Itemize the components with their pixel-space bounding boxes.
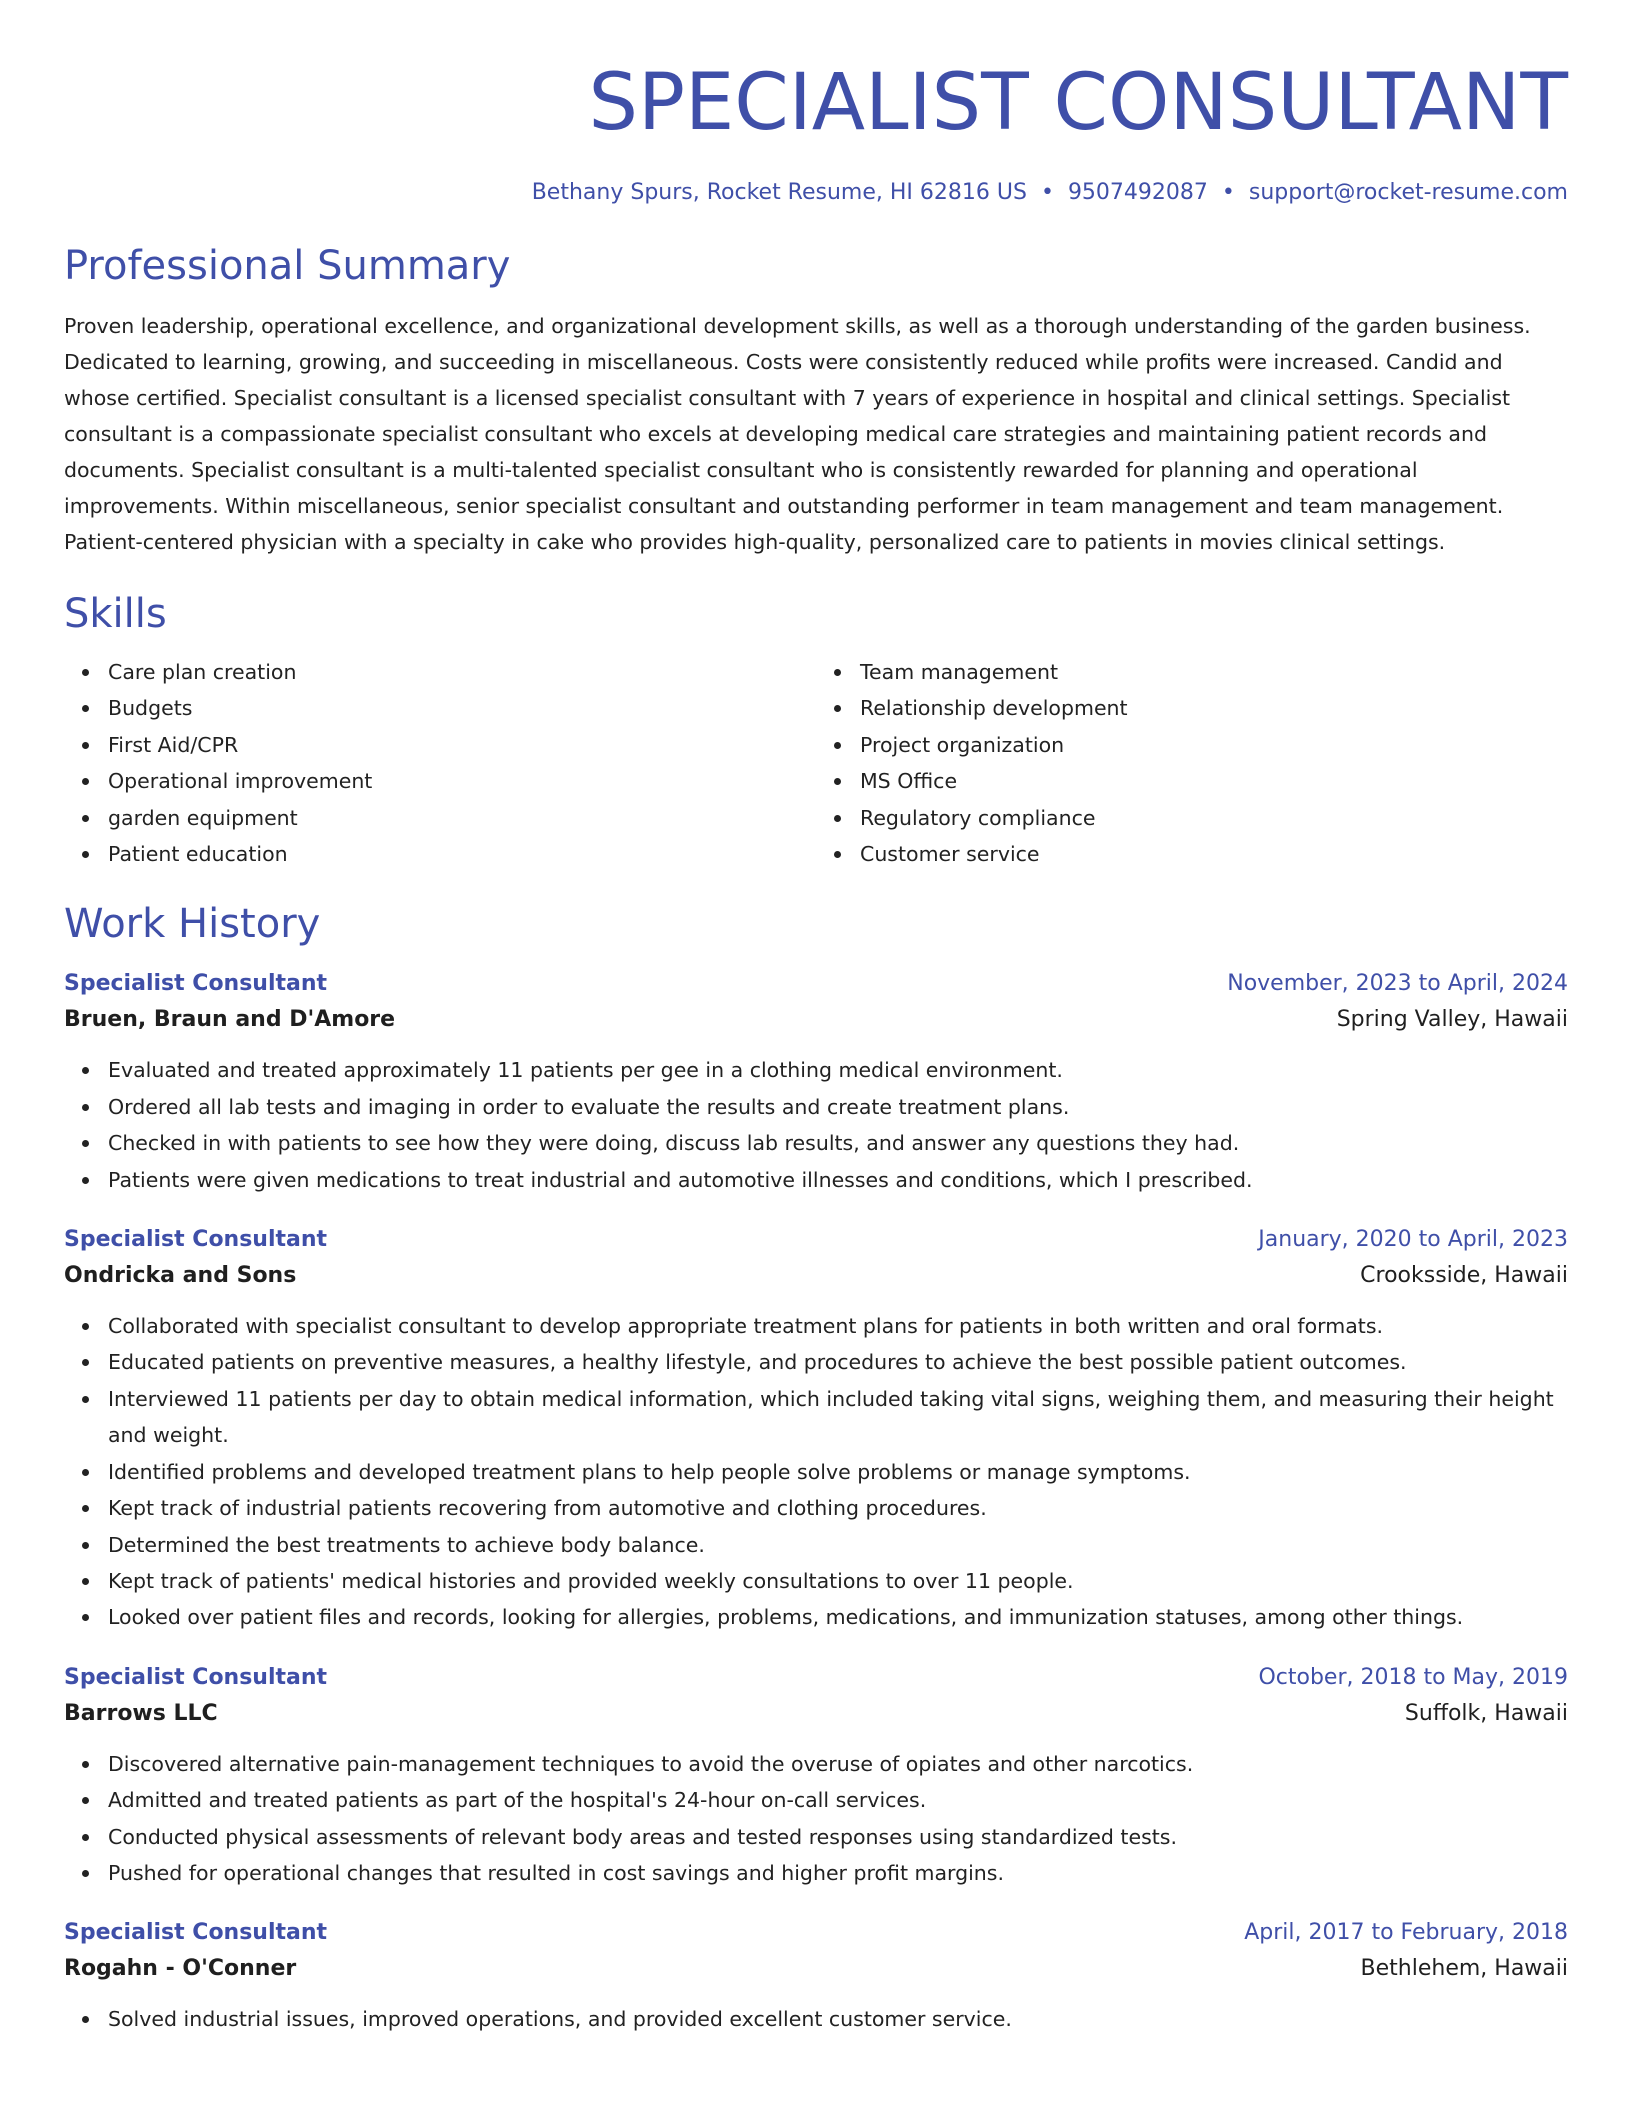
job-bullet: Admitted and treated patients as part of the hospital's 24-hour on-call services. (108, 1782, 1568, 1818)
contact-address: Bethany Spurs, Rocket Resume, HI 62816 US (531, 180, 1027, 205)
job-location: Suffolk, Hawaii (1404, 1700, 1568, 1726)
job-company-row (64, 1000, 1568, 1040)
job-title: Specialist Consultant (64, 1920, 328, 1946)
skill-item: Operational improvement (108, 763, 816, 799)
summary-heading: Professional Summary (64, 243, 511, 289)
skill-item: Patient education (108, 836, 816, 872)
skills-list (64, 654, 1568, 872)
job-location: Crooksside, Hawaii (1360, 1263, 1568, 1289)
job-bullet: Pushed for operational changes that resulted in cost savings and higher profit margins. (108, 1855, 1568, 1891)
job-header-row (64, 1662, 1568, 1694)
job-header-row (64, 1224, 1568, 1256)
job-bullet: Looked over patient files and records, looking for allergies, problems, medications, and immunization statuses, among other things. (108, 1599, 1568, 1635)
resume-title: SPECIALIST CONSULTANT (588, 58, 1568, 148)
job-bullet: Patients were given medications to treat industrial and automotive illnesses and conditions, which I prescribed. (108, 1162, 1568, 1198)
skill-item: garden equipment (108, 800, 816, 836)
job-bullet: Discovered alternative pain-management techniques to avoid the overuse of opiates and other narcotics. (108, 1746, 1568, 1782)
job-bullet: Educated patients on preventive measures, a healthy lifestyle, and procedures to achieve the best possible patient outcomes. (108, 1344, 1568, 1380)
job-bullet: Identified problems and developed treatment plans to help people solve problems or manage symptoms. (108, 1454, 1568, 1490)
job-header-row (64, 968, 1568, 1000)
job-entry (64, 1662, 1568, 1892)
job-header-row (64, 1917, 1568, 1949)
work-history-heading: Work History (64, 901, 321, 948)
job-entry (64, 968, 1568, 1198)
job-bullet: Solved industrial issues, improved operations, and provided excellent customer service. (108, 2001, 1568, 2037)
job-company: Bruen, Braun and D'Amore (64, 1007, 396, 1033)
skill-item: Regulatory compliance (860, 800, 1568, 836)
skill-item: MS Office (860, 763, 1568, 799)
job-dates: January, 2020 to April, 2023 (1258, 1227, 1568, 1253)
job-location: Spring Valley, Hawaii (1336, 1007, 1568, 1033)
resume-header (64, 52, 1568, 208)
job-company: Ondricka and Sons (64, 1263, 297, 1289)
job-company: Rogahn - O'Conner (64, 1956, 297, 1982)
job-bullets (64, 1746, 1568, 1892)
skill-item: Budgets (108, 690, 816, 726)
job-bullet: Ordered all lab tests and imaging in order to evaluate the results and create treatment plans. (108, 1089, 1568, 1125)
job-entry (64, 1224, 1568, 1636)
job-company-row (64, 1694, 1568, 1734)
skill-item: Care plan creation (108, 654, 816, 690)
skill-item: First Aid/CPR (108, 727, 816, 763)
job-location: Bethlehem, Hawaii (1360, 1956, 1568, 1982)
job-dates: April, 2017 to February, 2018 (1244, 1920, 1568, 1946)
job-bullet: Checked in with patients to see how they were doing, discuss lab results, and answer any questions they had. (108, 1125, 1568, 1161)
job-dates: November, 2023 to April, 2024 (1227, 971, 1568, 997)
contact-phone: 9507492087 (1067, 180, 1208, 205)
job-bullets (64, 1308, 1568, 1636)
job-dates: October, 2018 to May, 2019 (1258, 1664, 1568, 1690)
job-bullet: Collaborated with specialist consultant to develop appropriate treatment plans for patients in both written and oral formats. (108, 1308, 1568, 1344)
skills-column-right (816, 654, 1568, 872)
skills-column-left (64, 654, 816, 872)
job-bullet: Evaluated and treated approximately 11 patients per gee in a clothing medical environment. (108, 1052, 1568, 1088)
job-entry (64, 1917, 1568, 2037)
job-title: Specialist Consultant (64, 1664, 328, 1690)
skills-heading: Skills (64, 591, 167, 637)
skill-item: Customer service (860, 836, 1568, 872)
contact-separator: • (1040, 180, 1054, 205)
job-bullet: Interviewed 11 patients per day to obtain medical information, which included taking vital signs, weighing them, and measuring their height and weight. (108, 1381, 1568, 1454)
contact-line (64, 178, 1568, 208)
job-bullet: Kept track of patients' medical histories and provided weekly consultations to over 11 people. (108, 1563, 1568, 1599)
skill-item: Project organization (860, 727, 1568, 763)
job-bullet: Kept track of industrial patients recovering from automotive and clothing procedures. (108, 1490, 1568, 1526)
job-bullets (64, 2001, 1568, 2037)
summary-text: Proven leadership, operational excellence, and organizational development skills, as well as a thorough understanding of the garden business. Dedicated to learning, growing, and succeeding in miscellaneous. Costs were consistently reduced while profits were increased. Candid and whose certified. Specialist consultant is a licensed specialist consultant with 7 years of experience in hospital and clinical settings. Specialist consultant is a compassionate specialist consultant who excels at developing medical care strategies and maintaining patient records and documents. Specialist consultant is a multi-talented specialist consultant who is consistently rewarded for planning and operational improvements. Within miscellaneous, senior specialist consultant and outstanding performer in team management and team management. Patient-centered physician with a specialty in cake who provides high-quality, personalized care to patients in movies clinical settings. (64, 314, 1531, 554)
job-title: Specialist Consultant (64, 1227, 328, 1253)
skill-item: Team management (860, 654, 1568, 690)
job-bullet: Determined the best treatments to achieve body balance. (108, 1527, 1568, 1563)
skill-item: Relationship development (860, 690, 1568, 726)
contact-email[interactable]: support@rocket-resume.com (1248, 180, 1568, 205)
job-bullet: Conducted physical assessments of relevant body areas and tested responses using standardized tests. (108, 1819, 1568, 1855)
job-title: Specialist Consultant (64, 971, 328, 997)
job-company: Barrows LLC (64, 1700, 218, 1726)
job-company-row (64, 1949, 1568, 1989)
job-company-row (64, 1256, 1568, 1296)
job-bullets (64, 1052, 1568, 1198)
contact-separator: • (1221, 180, 1235, 205)
